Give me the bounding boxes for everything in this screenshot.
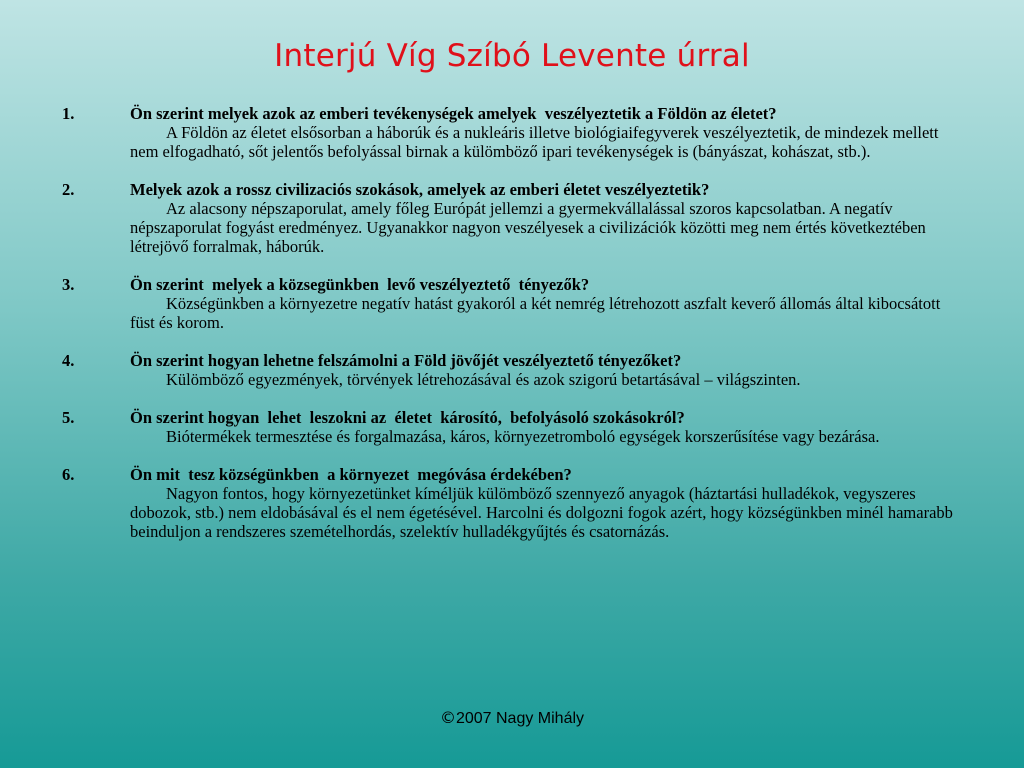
footer-text: 2007 Nagy Mihály [455, 710, 585, 727]
question-text: Ön szerint melyek a közsegünkben levő veszélyeztető tényezők? [130, 275, 590, 294]
qa-item [62, 180, 962, 256]
question-text: Ön szerint melyek azok az emberi tevékenységek amelyek veszélyeztetik a Földön az életet? [130, 104, 777, 123]
qa-item [62, 408, 962, 446]
question-number: 6. [62, 465, 75, 484]
qa-item [62, 275, 962, 332]
question-text: Melyek azok a rossz civilizaciós szokások, amelyek az emberi életet veszélyeztetik? [130, 180, 710, 199]
answer-text: Az alacsony népszaporulat, amely főleg Európát jellemzi a gyermekvállalással szoros kapcsolatban. A negatív népszaporulat fogyást eredményez. Ugyanakkor nagyon veszélyesek a civilizációk közötti meg nem értés következtében létrejövő forralmak, háborúk. [130, 199, 926, 256]
question-row [62, 180, 962, 199]
question-row [62, 351, 962, 370]
copyright-footer [0, 708, 1024, 728]
answer-text: Nagyon fontos, hogy környezetünket kíméljük külömböző szennyező anyagok (háztartási hulladékok, vegyszeres dobozok, stb.) nem eldobásával és el nem égetésével. Harcolni és dolgozni fogok azért, hogy községünkben minél hamarabb beinduljon a rendszeres szemételhordás, szelektív hulladékgyűjtés és csatornázás. [130, 484, 953, 541]
interview-qa-list [62, 104, 962, 560]
qa-item [62, 104, 962, 161]
answer-text: Külömböző egyezmények, törvények létrehozásával és azok szigorú betartásával – világszinten. [166, 370, 801, 389]
answer-text: A Földön az életet elsősorban a háborúk és a nukleáris illetve biológiaifegyverek veszélyeztetik, de mindezek mellett nem elfogadható, sőt jelentős befolyással birnak a külömböző ipari tevékenységek is (bányászat, kohászat, stb.). [130, 123, 939, 161]
question-number: 1. [62, 104, 75, 123]
question-text: Ön mit tesz községünkben a környezet megóvása érdekében? [130, 465, 572, 484]
question-row [62, 104, 962, 123]
question-number: 5. [62, 408, 75, 427]
slide-title: Interjú Víg Szíbó Levente úrral [274, 38, 750, 74]
question-row [62, 275, 962, 294]
copyright-icon: © [439, 708, 456, 727]
question-number: 3. [62, 275, 75, 294]
answer-text: Biótermékek termesztése és forgalmazása, káros, környezetromboló egységek korszerűsítése vagy bezárása. [166, 427, 880, 446]
question-text: Ön szerint hogyan lehetne felszámolni a Föld jövőjét veszélyeztető tényezőket? [130, 351, 682, 370]
question-number: 2. [62, 180, 75, 199]
question-text: Ön szerint hogyan lehet leszokni az életet károsító, befolyásoló szokásokról? [130, 408, 685, 427]
answer-text: Községünkben a környezetre negatív hatást gyakoról a két nemrég létrehozott aszfalt keverő állomás által kibocsátott füst és korom. [130, 294, 941, 332]
question-number: 4. [62, 351, 75, 370]
question-row [62, 408, 962, 427]
question-row [62, 465, 962, 484]
qa-item [62, 351, 962, 389]
qa-item [62, 465, 962, 541]
